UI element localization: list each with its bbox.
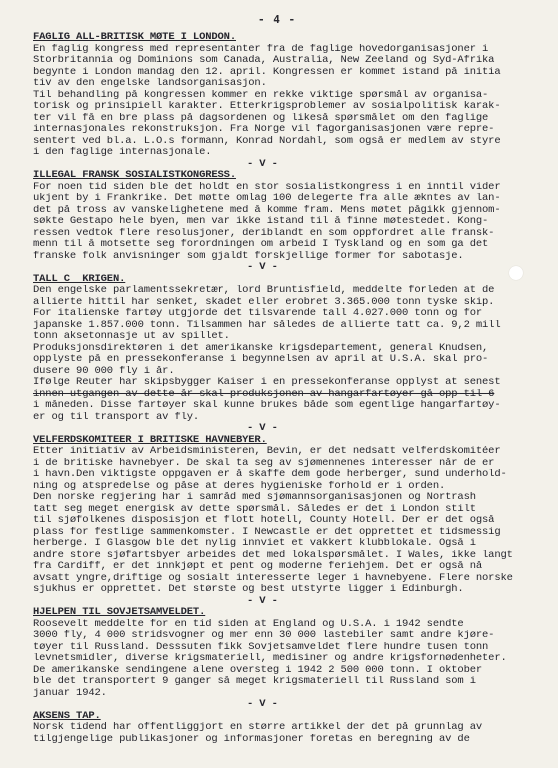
article-text-line: franske folk anvisninger som gjaldt forskjellige former for sabotasje. <box>33 250 464 262</box>
article-text-line: tonn aksetonnasje ut av spillet. <box>33 331 230 342</box>
article-text-line: ble det transportert 9 ganger så meget krigsmateriell til Russland som i <box>33 676 476 687</box>
article-text-line: i den faglige internasjonale. <box>33 147 212 158</box>
article-text-line: søkte Gestapo hele byen, men var ikke istand til å finne møtestedet. Kong- <box>33 216 489 227</box>
document-body <box>33 32 555 745</box>
article-text-line: 3000 fly, 4 000 stridsvogner og mer enn 30 000 lastebiler samt andre kjøre- <box>33 630 495 641</box>
article-text-line: Ifølge Reuter har skipsbygger Kaiser i en pressekonferanse opplyst at senest <box>33 377 501 388</box>
article-text-line: opplyste på en pressekonferanse i begynnelsen av april at U.S.A. skal pro- <box>33 354 489 365</box>
article-text-line: til sjøfolkenes disposisjon et flott hotell, County Hotell. Der er det også <box>33 515 495 526</box>
article-text-line: ning og atspredelse og påse at deres hygieniske forhold er i orden. <box>33 480 446 492</box>
article-text-line: Den engelske parlamentssekretær, lord Bruntisfield, meddelte forleden at de <box>33 285 495 296</box>
article-text-line: allierte hittil har senket, skadet eller erobret 3.365.000 tonn tyske skip. <box>33 296 495 308</box>
article-text-line: ukjent by i Frankrike. Det møtte omlag 100 delegerte fra alle ækntes av lan- <box>33 193 501 204</box>
article-text-line: En faglig kongress med representanter fra de faglige hovedorganisasjoner i <box>33 43 489 55</box>
article-text-line: avsatt yngre,driftige og sosialt interesserte leger i havnebyene. Flere norske <box>33 572 513 584</box>
article-text-line: i måneden. Disse fartøyer skal kunne brukes både som egentlige hangarfartøy- <box>33 400 501 411</box>
article-text-line: i de britiske havnebyer. De skal ta seg av sjømennenes interesser når de er <box>33 457 495 469</box>
section-separator: - V - <box>247 422 278 434</box>
article-section <box>33 170 555 274</box>
article-text-line: menn til å motsette seg forordningen om arbeid I Tyskland og en som ga det <box>33 239 489 250</box>
article-text-line: det på tross av vanskelighetene med å komme fram. Mens møtet pågikk gjennom- <box>33 204 501 216</box>
article-text-line: i havn.Den viktigste oppgaven er å skaffe dem gode herberger, sund underhold- <box>33 469 507 480</box>
punch-hole <box>509 266 523 280</box>
article-text-line: tatt seg meget energisk av dette spørsmål. Således er det i London stilt <box>33 503 476 515</box>
article-text-line: sentert ved bl.a. L.O.s formann, Konrad Nordahl, som også er medlem av styre <box>33 135 501 147</box>
article-text-line: plass for festlige sammenkomster. I Newcastle er det opprettet et tidsmessig <box>33 526 501 538</box>
article-heading: ILLEGAL FRANSK SOSIALISTKONGRESS. <box>33 170 236 181</box>
article-text-line: For italienske fartøy utgjorde det tilsvarende tall 4.027.000 tonn og for <box>33 308 483 319</box>
article-text-line: tøyer til Russland. Desssuten fikk Sovjetsamveldet flere hundre tusen tonn <box>33 641 489 653</box>
article-text-line: Til behandling på kongressen kommer en rekke viktige spørsmål av organisa- <box>33 89 489 101</box>
article-text-line: dusere 90 000 fly i år. <box>33 365 175 377</box>
article-section <box>33 711 555 746</box>
article-text-line: japanske 1.857.000 tonn. Tilsammen har således de allierte tatt ca. 9,2 mill <box>33 319 501 331</box>
article-text-line: ressen vedtok flere resolusjoner, deriblandt en som oppfordret alle fransk- <box>33 227 495 239</box>
article-text-line: De amerikanske sendingene alene oversteg i 1942 2 500 000 tonn. I oktober <box>33 664 483 676</box>
article-text-line: tilgjengelige publikasjoner og informasjoner foretas en beregning av de <box>33 733 470 745</box>
article-text-line: januar 1942. <box>33 687 107 699</box>
article-section <box>33 32 555 170</box>
article-text-line: Storbritannia og Dominions som Canada, Australia, New Zeeland og Syd-Afrika <box>33 55 495 66</box>
article-heading: AKSENS TAP. <box>33 710 101 722</box>
article-text-line: Den norske regjering har i samråd med sjømannsorganisasjonen og Nortrash <box>33 492 476 503</box>
article-text-line: innen utgangen av dette år skal produksjonen av hangarfartøyer gå opp til 6 <box>33 388 495 400</box>
section-separator: - V - <box>247 698 278 710</box>
article-text-line: Norsk tidend har offentliggjort en større artikkel der det på grunnlag av <box>33 722 483 733</box>
page-number: - 4 - <box>258 13 297 26</box>
article-text-line: er og til transport av fly. <box>33 411 200 423</box>
article-text-line: internasjonales rekonstruksjon. Fra Norge vil fagorganisasjonen være repre- <box>33 124 495 135</box>
section-separator: - V - <box>247 261 278 273</box>
article-text-line: ter vil få en bre plass på dagsordenen og likeså spørsmålet om den faglige <box>33 112 489 124</box>
article-text-line: Produksjonsdirektøren i det amerikanske krigsdepartement, general Knudsen, <box>33 342 489 354</box>
article-section <box>33 607 555 711</box>
article-text-line: begynte i London mandag den 12. april. Kongressen er kommet istand på initia <box>33 66 501 78</box>
article-heading: FAGLIG ALL-BRITISK MØTE I LONDON. <box>33 32 236 43</box>
section-separator: - V - <box>247 594 278 607</box>
article-heading: VELFERDSKOMITÉER I BRITISKE HAVNEBYER. <box>33 434 267 446</box>
article-text-line: Roosevelt meddelte for en tid siden at England og U.S.A. i 1942 sendte <box>33 618 464 630</box>
section-separator: - V - <box>247 157 278 170</box>
article-text-line: fra Cardiff, er det innkjøpt et pent og moderne feriehjem. Det er også nå <box>33 561 483 572</box>
article-text-line: sjukhus er opprettet. Det største og best utstyrte ligger i Edinburgh. <box>33 584 464 595</box>
article-text-line: levnetsmidler, diverse krigsmateriell, medisiner og andre krigsfornødenheter. <box>33 653 507 664</box>
article-text-line: andre store sjøfartsbyer arbeides det med lokalspørsmålet. I Wales, ikke langt <box>33 549 513 561</box>
article-text-line: torisk og prinsipiell karakter. Etterkrigsproblemer av sosialpolitisk karak- <box>33 101 501 112</box>
article-text-line: herberge. I Glasgow ble det nylig innviet et vakkert klubblokale. Også i <box>33 538 476 549</box>
article-heading: HJELPEN TIL SOVJETSAMVELDET. <box>33 607 206 618</box>
article-heading: TALL C KRIGEN. <box>33 273 126 285</box>
article-text-line: Etter initiativ av Arbeidsministeren, Bevin, er det nedsatt velferdskomitéer <box>33 446 501 457</box>
article-section <box>33 274 555 435</box>
article-text-line: For noen tid siden ble det holdt en stor sosialistkongress i en inntil vider <box>33 181 501 193</box>
article-text-line: tiv av den engelske landsorganisasjon. <box>33 78 267 89</box>
article-section <box>33 435 555 608</box>
